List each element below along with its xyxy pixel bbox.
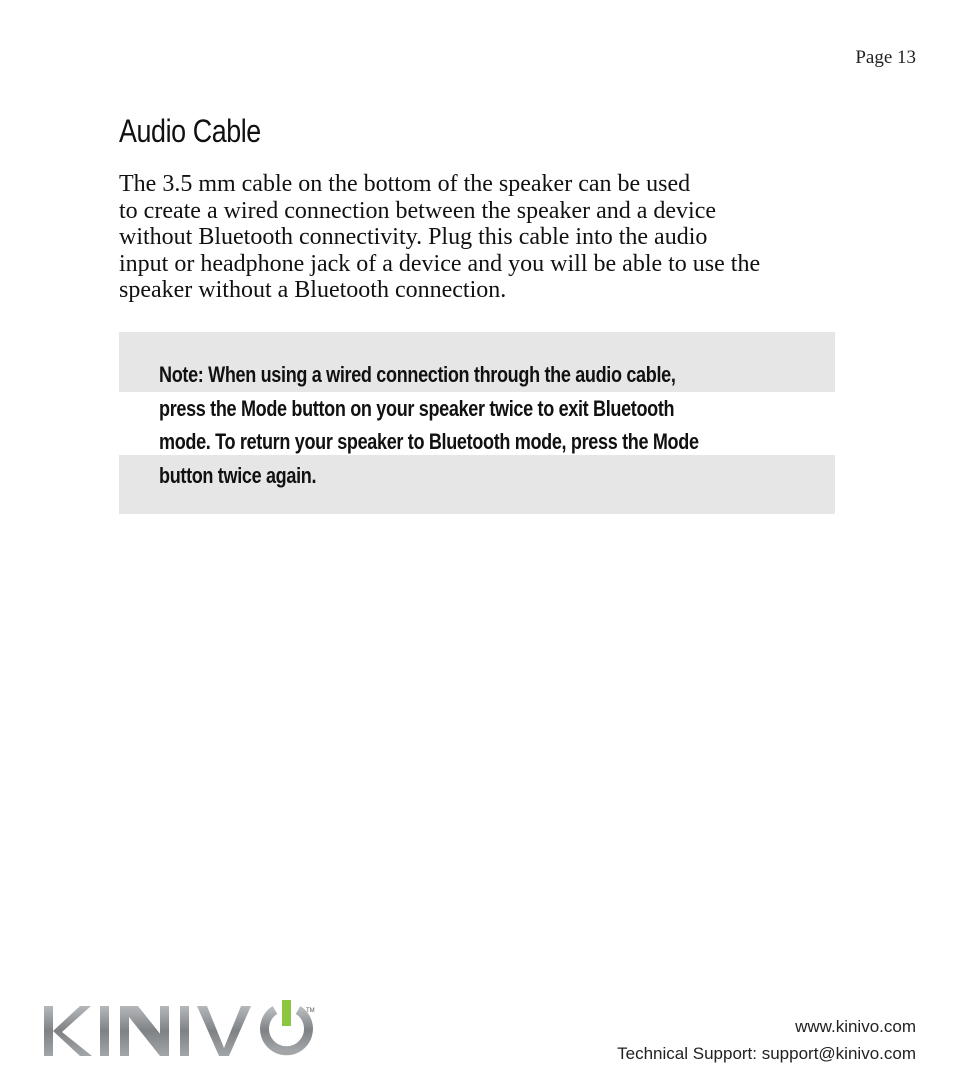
body-line: The 3.5 mm cable on the bottom of the speaker can be used: [119, 171, 691, 197]
body-line: to create a wired connection between the speaker and a device: [119, 197, 717, 224]
website-link[interactable]: www.kinivo.com: [795, 1017, 916, 1036]
note-line: press the Mode button on your speaker twice to exit Bluetooth: [159, 395, 675, 421]
footer-contact: [617, 1013, 916, 1067]
note-text: [159, 358, 699, 492]
section-title: Audio Cable: [119, 113, 261, 149]
body-line: speaker without a Bluetooth connection.: [119, 277, 507, 303]
page-number: Page 13: [855, 47, 916, 68]
support-contact[interactable]: Technical Support: support@kinivo.com: [617, 1044, 916, 1063]
note-line: Note: When using a wired connection through the audio cable,: [159, 362, 676, 387]
body-paragraph: [119, 171, 839, 304]
note-line: mode. To return your speaker to Bluetooth mode, press the Mode: [159, 429, 699, 454]
kinivo-logo: [42, 998, 322, 1060]
body-line: without Bluetooth connectivity. Plug this cable into the audio: [119, 224, 708, 250]
body-line: input or headphone jack of a device and you will be able to use the: [119, 250, 761, 277]
note-line: button twice again.: [159, 462, 317, 488]
svg-text:TM: TM: [306, 1008, 315, 1014]
